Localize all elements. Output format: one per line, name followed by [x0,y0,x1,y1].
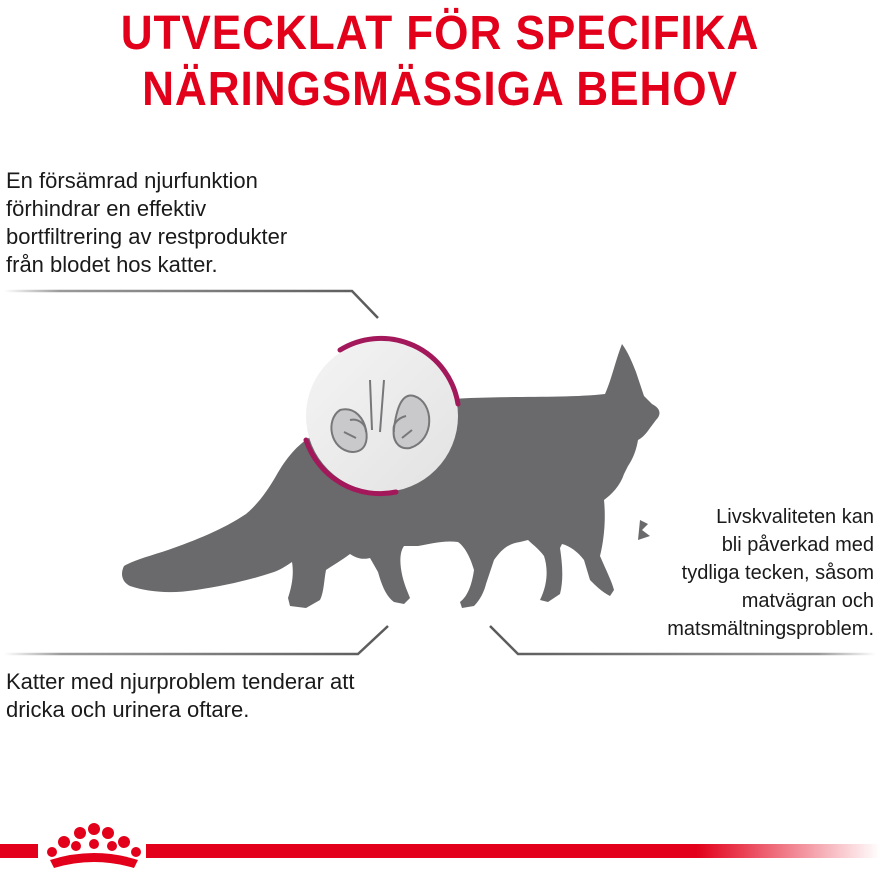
drinking-urinating-text: Katter med njurproblem tenderar att dricka och urinera oftare. [6,669,355,722]
royal-canin-crown-logo [47,823,141,868]
callout-line-bottom-left [4,626,388,654]
title-line-1: UTVECKLAT FÖR SPECIFIKA [120,7,760,60]
callout-line-bottom-right [490,626,876,654]
title-line-2: NÄRINGSMÄSSIGA BEHOV [142,63,738,116]
quality-of-life-text: Livskvaliteten kan bli påverkad med tydliga tecken, såsom matvägran och matsmältningsproblem. [667,506,874,640]
callout-line-top [4,291,378,318]
kidney-function-text: En försämrad njurfunktion förhindrar en effektiv bortfiltrering av restprodukter från blodet hos katter. [6,168,288,277]
